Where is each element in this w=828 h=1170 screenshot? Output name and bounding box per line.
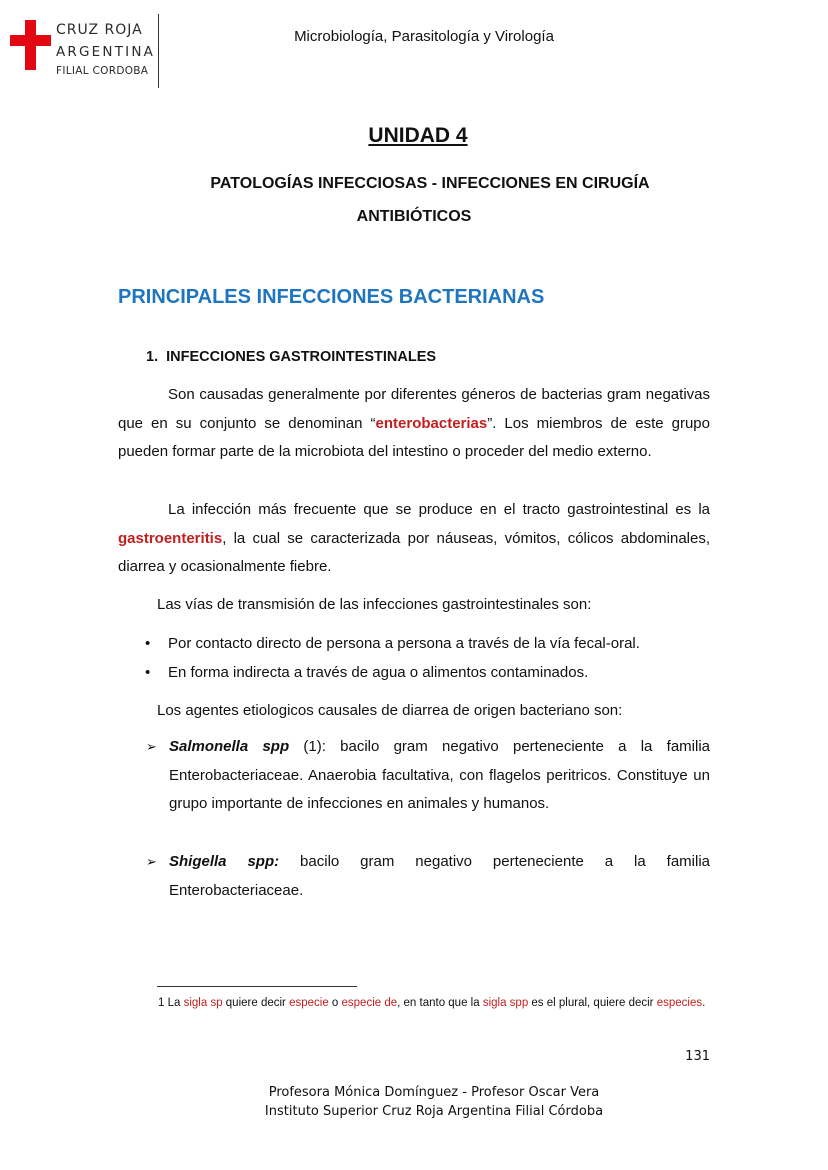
footnote-term: sigla spp <box>482 997 529 1009</box>
subtitle-line-1: PATOLOGÍAS INFECCIOSAS - INFECCIONES EN CIRUGÍA <box>210 175 650 192</box>
subsection-heading <box>146 349 436 365</box>
bullet-icon: • <box>145 635 151 652</box>
footnote-text: , en tanto que la <box>397 997 483 1009</box>
agent-shigella <box>146 848 710 905</box>
para1-highlight: enterobacterias <box>375 414 488 432</box>
footnote-divider <box>157 986 357 987</box>
para2-text-before: La infección más frecuente que se produce en el tracto gastrointestinal es la <box>168 501 710 518</box>
paragraph-gastroenteritis <box>118 496 710 582</box>
page-number: 131 <box>685 1049 710 1064</box>
agent-term: Shigella spp: <box>169 853 280 870</box>
logo-line-1: CRUZ ROJA <box>56 22 143 38</box>
agent-salmonella <box>146 733 710 819</box>
footer-authors: Profesora Mónica Domínguez - Profesor Oscar Vera <box>268 1085 600 1100</box>
para1-text-before: Son causadas generalmente por diferentes géneros de bacterias gram negativas que en su conjunto se denominan “ <box>118 386 710 432</box>
paragraph-enterobacterias <box>118 381 710 467</box>
cruz-roja-logo <box>10 14 170 90</box>
unit-title: UNIDAD 4 <box>368 124 468 147</box>
bullet-icon: • <box>145 664 151 681</box>
paragraph-transmission: Las vías de transmisión de las infecciones gastrointestinales son: <box>157 596 592 613</box>
paragraph-agents: Los agentes etiologicos causales de diarrea de origen bacteriano son: <box>157 702 623 719</box>
subsection-title: INFECCIONES GASTROINTESTINALES <box>166 349 437 365</box>
footnote <box>118 992 710 1014</box>
agent-description: : bacilo gram negativo perteneciente a la familia Enterobacteriaceae. Anaerobia facultativa, con flagelos peritricos. Constituye un grupo importante de infecciones en animales y humanos. <box>169 738 710 812</box>
transmission-bullet-list <box>145 629 715 687</box>
footer-institute: Instituto Superior Cruz Roja Argentina Filial Córdoba <box>264 1104 604 1119</box>
arrow-bullet-icon: ➢ <box>146 854 157 869</box>
agent-footnote-ref: (1) <box>289 738 322 755</box>
subtitle-line-2: ANTIBIÓTICOS <box>356 208 472 225</box>
agent-description: bacilo gram negativo perteneciente a la familia Enterobacteriaceae. <box>169 853 710 899</box>
footnote-term: especie de <box>341 997 398 1009</box>
subsection-number: 1. <box>146 349 159 365</box>
para2-highlight: gastroenteritis <box>118 529 223 547</box>
footnote-number: 1 <box>158 997 165 1009</box>
bullet-text: En forma indirecta a través de agua o alimentos contaminados. <box>168 664 589 681</box>
arrow-bullet-icon: ➢ <box>146 739 157 754</box>
logo-line-3: FILIAL CORDOBA <box>56 65 149 77</box>
logo-line-2: ARGENTINA <box>56 44 156 60</box>
para1-text-after: ”. Los miembros de este grupo pueden formar parte de la microbiota del intestino o proceder del medio externo. <box>118 414 710 460</box>
footnote-text: o <box>328 997 342 1009</box>
logo-divider <box>158 14 159 88</box>
footnote-text: es el plural, quiere decir <box>528 997 657 1009</box>
footnote-text: . <box>702 997 706 1009</box>
footnote-term: especies <box>656 997 703 1009</box>
footnote-text: quiere decir <box>222 997 290 1009</box>
section-heading: PRINCIPALES INFECCIONES BACTERIANAS <box>118 286 545 308</box>
footnote-term: sigla sp <box>183 997 223 1009</box>
list-item <box>145 629 715 658</box>
para2-text-after: , la cual se caracterizada por náuseas, vómitos, cólicos abdominales, diarrea y ocasionalmente fiebre. <box>118 529 710 575</box>
agent-term: Salmonella spp <box>169 738 290 755</box>
list-item <box>145 658 715 687</box>
footnote-term: especie <box>289 997 329 1009</box>
footnote-text: La <box>164 997 184 1009</box>
header-title: Microbiología, Parasitología y Virología <box>294 28 554 45</box>
bullet-text: Por contacto directo de persona a persona a través de la vía fecal-oral. <box>168 635 640 652</box>
